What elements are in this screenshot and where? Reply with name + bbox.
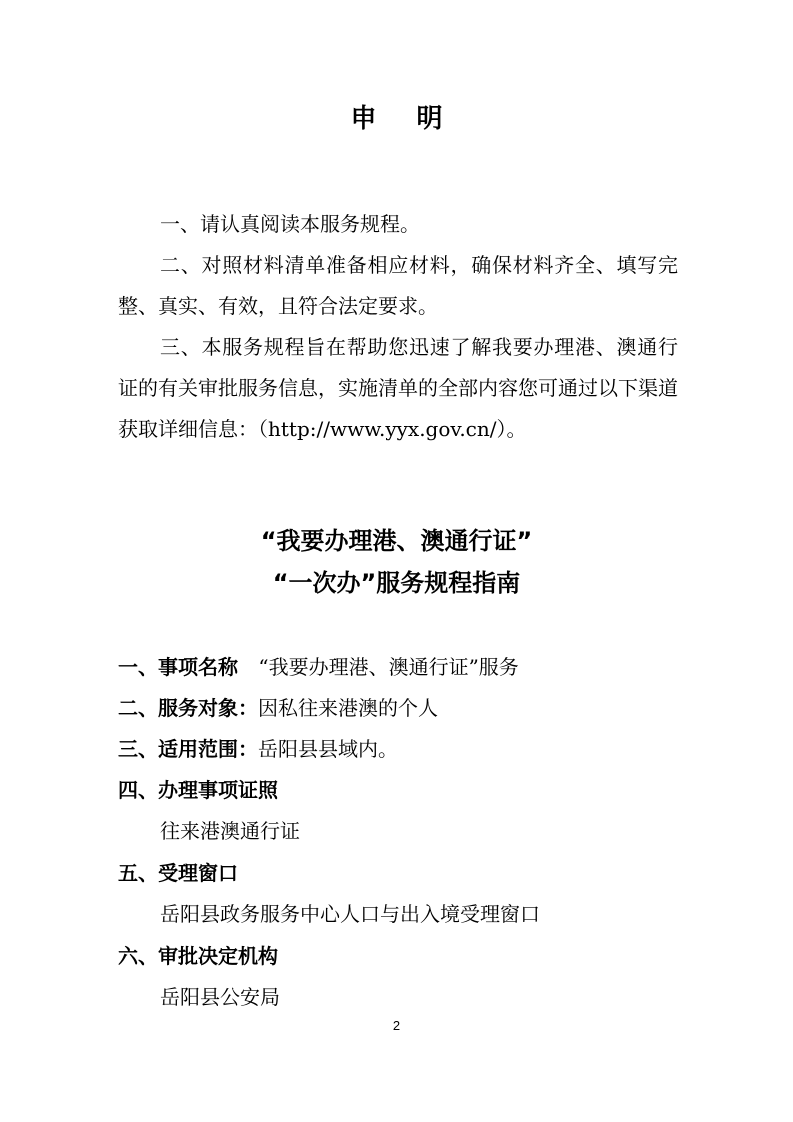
section-heading: 六、审批决定机构 [118,944,278,968]
guide-title-line-2: “一次办”服务规程指南 [272,569,521,597]
declaration-item-3: 三、本服务规程旨在帮助您迅速了解我要办理港、澳通行证的有关审批服务信息，实施清单的全部内容您可通过以下渠道获取详细信息：（http://www.yyx.gov.cn/）。 [118,335,678,441]
section-heading: 一、事项名称 [118,655,238,679]
section-service-target [118,693,718,723]
section-authority-heading [118,941,718,971]
section-heading: 三、适用范围： [118,737,258,761]
section-item-name [118,652,718,682]
section-certificate-content: 往来港澳通行证 [160,819,300,843]
declaration-title: 申明 [350,104,483,134]
section-authority-content: 岳阳县公安局 [160,985,280,1009]
declaration-item-1: 一、请认真阅读本服务规程。 [160,212,420,236]
section-heading: 二、服务对象： [118,696,258,720]
declaration-item-2: 二、对照材料清单准备相应材料，确保材料齐全、填写完整、真实、有效，且符合法定要求。 [118,253,678,318]
guide-title-line-1: “我要办理港、澳通行证” [260,527,533,555]
section-heading: 五、受理窗口 [118,861,238,885]
section-window-heading [118,858,718,888]
section-scope [118,734,718,764]
section-certificate-heading [118,775,718,805]
page-number: 2 [392,1018,401,1033]
section-content: 岳阳县县域内。 [258,737,398,761]
section-window-content: 岳阳县政务服务中心人口与出入境受理窗口 [160,902,540,926]
section-content: “我要办理港、澳通行证”服务 [258,655,519,679]
section-heading: 四、办理事项证照 [118,778,278,802]
section-content: 因私往来港澳的个人 [258,696,438,720]
